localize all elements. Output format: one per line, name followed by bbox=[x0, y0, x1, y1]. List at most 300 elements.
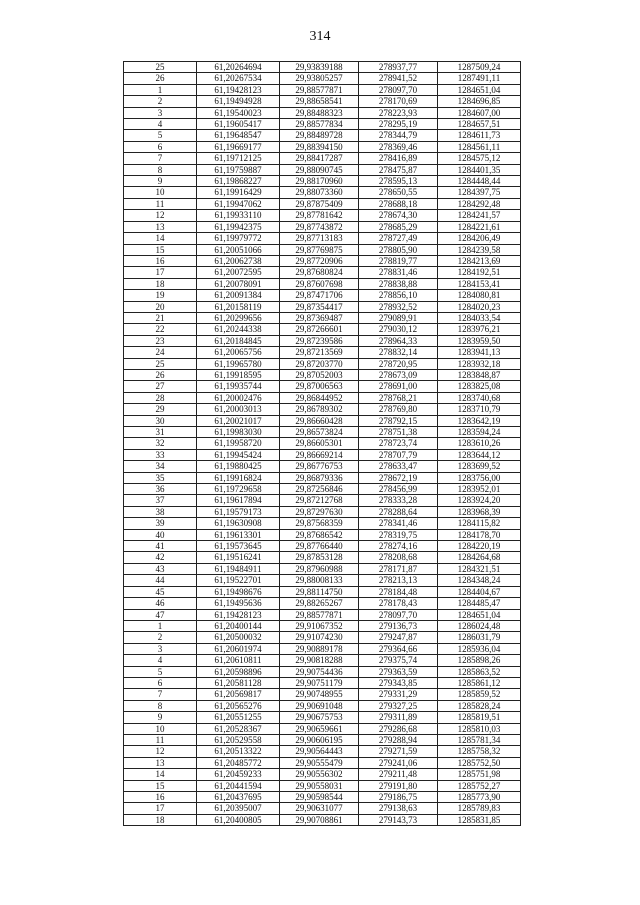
point-number-cell: 16 bbox=[124, 792, 197, 803]
longitude-cell: 29,87212768 bbox=[280, 495, 359, 506]
table-row bbox=[124, 187, 521, 198]
point-number-cell: 27 bbox=[124, 381, 197, 392]
y-coordinate-cell: 1285859,52 bbox=[438, 689, 521, 700]
point-number-cell: 12 bbox=[124, 210, 197, 221]
latitude-cell: 61,20551255 bbox=[197, 712, 280, 723]
table-row bbox=[124, 723, 521, 734]
longitude-cell: 29,87853128 bbox=[280, 552, 359, 563]
latitude-cell: 61,19759887 bbox=[197, 164, 280, 175]
point-number-cell: 9 bbox=[124, 176, 197, 187]
table-row bbox=[124, 677, 521, 688]
x-coordinate-cell: 278223,93 bbox=[359, 107, 438, 118]
table-row bbox=[124, 438, 521, 449]
x-coordinate-cell: 279143,73 bbox=[359, 814, 438, 825]
y-coordinate-cell: 1283968,39 bbox=[438, 506, 521, 517]
latitude-cell: 61,20441594 bbox=[197, 780, 280, 791]
table-row bbox=[124, 609, 521, 620]
x-coordinate-cell: 278344,79 bbox=[359, 130, 438, 141]
latitude-cell: 61,20244338 bbox=[197, 324, 280, 335]
point-number-cell: 42 bbox=[124, 552, 197, 563]
x-coordinate-cell: 278792,15 bbox=[359, 415, 438, 426]
y-coordinate-cell: 1284292,48 bbox=[438, 198, 521, 209]
latitude-cell: 61,20091384 bbox=[197, 290, 280, 301]
point-number-cell: 2 bbox=[124, 96, 197, 107]
longitude-cell: 29,88114750 bbox=[280, 586, 359, 597]
longitude-cell: 29,87960988 bbox=[280, 563, 359, 574]
x-coordinate-cell: 278720,95 bbox=[359, 358, 438, 369]
longitude-cell: 29,93839188 bbox=[280, 62, 359, 73]
y-coordinate-cell: 1284264,68 bbox=[438, 552, 521, 563]
latitude-cell: 61,20065756 bbox=[197, 347, 280, 358]
point-number-cell: 8 bbox=[124, 700, 197, 711]
latitude-cell: 61,20264694 bbox=[197, 62, 280, 73]
y-coordinate-cell: 1284080,81 bbox=[438, 290, 521, 301]
latitude-cell: 61,20400805 bbox=[197, 814, 280, 825]
longitude-cell: 29,90558031 bbox=[280, 780, 359, 791]
point-number-cell: 7 bbox=[124, 689, 197, 700]
point-number-cell: 37 bbox=[124, 495, 197, 506]
x-coordinate-cell: 278178,43 bbox=[359, 598, 438, 609]
point-number-cell: 28 bbox=[124, 392, 197, 403]
longitude-cell: 29,87354417 bbox=[280, 301, 359, 312]
point-number-cell: 21 bbox=[124, 312, 197, 323]
point-number-cell: 5 bbox=[124, 130, 197, 141]
latitude-cell: 61,19522701 bbox=[197, 575, 280, 586]
longitude-cell: 29,90818288 bbox=[280, 655, 359, 666]
point-number-cell: 24 bbox=[124, 347, 197, 358]
y-coordinate-cell: 1285863,52 bbox=[438, 666, 521, 677]
table-row bbox=[124, 769, 521, 780]
latitude-cell: 61,19613301 bbox=[197, 529, 280, 540]
x-coordinate-cell: 278751,38 bbox=[359, 427, 438, 438]
longitude-cell: 29,87369487 bbox=[280, 312, 359, 323]
x-coordinate-cell: 279286,68 bbox=[359, 723, 438, 734]
point-number-cell: 15 bbox=[124, 780, 197, 791]
point-number-cell: 23 bbox=[124, 335, 197, 346]
latitude-cell: 61,20610811 bbox=[197, 655, 280, 666]
y-coordinate-cell: 1283610,26 bbox=[438, 438, 521, 449]
y-coordinate-cell: 1285752,27 bbox=[438, 780, 521, 791]
x-coordinate-cell: 278932,52 bbox=[359, 301, 438, 312]
point-number-cell: 33 bbox=[124, 449, 197, 460]
x-coordinate-cell: 279241,06 bbox=[359, 757, 438, 768]
point-number-cell: 4 bbox=[124, 119, 197, 130]
latitude-cell: 61,20184845 bbox=[197, 335, 280, 346]
point-number-cell: 1 bbox=[124, 620, 197, 631]
x-coordinate-cell: 278673,09 bbox=[359, 369, 438, 380]
point-number-cell: 10 bbox=[124, 187, 197, 198]
latitude-cell: 61,20062738 bbox=[197, 255, 280, 266]
point-number-cell: 13 bbox=[124, 221, 197, 232]
longitude-cell: 29,87006563 bbox=[280, 381, 359, 392]
y-coordinate-cell: 1283756,00 bbox=[438, 472, 521, 483]
point-number-cell: 6 bbox=[124, 141, 197, 152]
longitude-cell: 29,87213569 bbox=[280, 347, 359, 358]
y-coordinate-cell: 1285781,34 bbox=[438, 734, 521, 745]
longitude-cell: 29,90748955 bbox=[280, 689, 359, 700]
table-row bbox=[124, 301, 521, 312]
table-row bbox=[124, 746, 521, 757]
point-number-cell: 12 bbox=[124, 746, 197, 757]
y-coordinate-cell: 1285751,98 bbox=[438, 769, 521, 780]
latitude-cell: 61,19428123 bbox=[197, 609, 280, 620]
y-coordinate-cell: 1285789,83 bbox=[438, 803, 521, 814]
longitude-cell: 29,88265267 bbox=[280, 598, 359, 609]
longitude-cell: 29,88008133 bbox=[280, 575, 359, 586]
y-coordinate-cell: 1284115,82 bbox=[438, 518, 521, 529]
table-row bbox=[124, 324, 521, 335]
x-coordinate-cell: 278685,29 bbox=[359, 221, 438, 232]
y-coordinate-cell: 1284348,24 bbox=[438, 575, 521, 586]
longitude-cell: 29,91074230 bbox=[280, 632, 359, 643]
latitude-cell: 61,20395007 bbox=[197, 803, 280, 814]
latitude-cell: 61,19958720 bbox=[197, 438, 280, 449]
table-row bbox=[124, 643, 521, 654]
table-row bbox=[124, 347, 521, 358]
x-coordinate-cell: 278838,88 bbox=[359, 278, 438, 289]
point-number-cell: 26 bbox=[124, 369, 197, 380]
point-number-cell: 17 bbox=[124, 803, 197, 814]
y-coordinate-cell: 1285831,85 bbox=[438, 814, 521, 825]
y-coordinate-cell: 1284401,35 bbox=[438, 164, 521, 175]
x-coordinate-cell: 278672,19 bbox=[359, 472, 438, 483]
y-coordinate-cell: 1284206,49 bbox=[438, 233, 521, 244]
longitude-cell: 29,88090745 bbox=[280, 164, 359, 175]
y-coordinate-cell: 1284651,04 bbox=[438, 609, 521, 620]
point-number-cell: 20 bbox=[124, 301, 197, 312]
x-coordinate-cell: 278769,80 bbox=[359, 404, 438, 415]
table-row bbox=[124, 119, 521, 130]
x-coordinate-cell: 279363,59 bbox=[359, 666, 438, 677]
point-number-cell: 35 bbox=[124, 472, 197, 483]
y-coordinate-cell: 1285810,03 bbox=[438, 723, 521, 734]
latitude-cell: 61,20437695 bbox=[197, 792, 280, 803]
point-number-cell: 40 bbox=[124, 529, 197, 540]
table-row bbox=[124, 586, 521, 597]
table-row bbox=[124, 427, 521, 438]
latitude-cell: 61,19617894 bbox=[197, 495, 280, 506]
y-coordinate-cell: 1283952,01 bbox=[438, 484, 521, 495]
longitude-cell: 29,87203770 bbox=[280, 358, 359, 369]
longitude-cell: 29,90631077 bbox=[280, 803, 359, 814]
table-row bbox=[124, 255, 521, 266]
x-coordinate-cell: 278333,28 bbox=[359, 495, 438, 506]
y-coordinate-cell: 1284153,41 bbox=[438, 278, 521, 289]
longitude-cell: 29,93805257 bbox=[280, 73, 359, 84]
longitude-cell: 29,87568359 bbox=[280, 518, 359, 529]
point-number-cell: 7 bbox=[124, 153, 197, 164]
y-coordinate-cell: 1286024,48 bbox=[438, 620, 521, 631]
y-coordinate-cell: 1284192,51 bbox=[438, 267, 521, 278]
point-number-cell: 8 bbox=[124, 164, 197, 175]
y-coordinate-cell: 1283594,24 bbox=[438, 427, 521, 438]
longitude-cell: 29,90556302 bbox=[280, 769, 359, 780]
table-row bbox=[124, 290, 521, 301]
y-coordinate-cell: 1284220,19 bbox=[438, 541, 521, 552]
latitude-cell: 61,19947062 bbox=[197, 198, 280, 209]
latitude-cell: 61,19516241 bbox=[197, 552, 280, 563]
table-row bbox=[124, 563, 521, 574]
y-coordinate-cell: 1285758,32 bbox=[438, 746, 521, 757]
point-number-cell: 38 bbox=[124, 506, 197, 517]
point-number-cell: 14 bbox=[124, 233, 197, 244]
latitude-cell: 61,19933110 bbox=[197, 210, 280, 221]
table-row bbox=[124, 221, 521, 232]
x-coordinate-cell: 278475,87 bbox=[359, 164, 438, 175]
y-coordinate-cell: 1284239,58 bbox=[438, 244, 521, 255]
point-number-cell: 32 bbox=[124, 438, 197, 449]
x-coordinate-cell: 278170,69 bbox=[359, 96, 438, 107]
y-coordinate-cell: 1284575,12 bbox=[438, 153, 521, 164]
x-coordinate-cell: 278369,46 bbox=[359, 141, 438, 152]
y-coordinate-cell: 1284651,04 bbox=[438, 84, 521, 95]
point-number-cell: 6 bbox=[124, 677, 197, 688]
point-number-cell: 11 bbox=[124, 198, 197, 209]
y-coordinate-cell: 1285752,50 bbox=[438, 757, 521, 768]
point-number-cell: 14 bbox=[124, 769, 197, 780]
table-row bbox=[124, 757, 521, 768]
latitude-cell: 61,19540023 bbox=[197, 107, 280, 118]
latitude-cell: 61,19979772 bbox=[197, 233, 280, 244]
longitude-cell: 29,88488323 bbox=[280, 107, 359, 118]
x-coordinate-cell: 278595,13 bbox=[359, 176, 438, 187]
latitude-cell: 61,19945424 bbox=[197, 449, 280, 460]
latitude-cell: 61,19965780 bbox=[197, 358, 280, 369]
table-row bbox=[124, 278, 521, 289]
y-coordinate-cell: 1284213,69 bbox=[438, 255, 521, 266]
point-number-cell: 17 bbox=[124, 267, 197, 278]
y-coordinate-cell: 1285861,12 bbox=[438, 677, 521, 688]
y-coordinate-cell: 1284397,75 bbox=[438, 187, 521, 198]
y-coordinate-cell: 1284033,54 bbox=[438, 312, 521, 323]
longitude-cell: 29,87720906 bbox=[280, 255, 359, 266]
x-coordinate-cell: 278295,19 bbox=[359, 119, 438, 130]
longitude-cell: 29,87052003 bbox=[280, 369, 359, 380]
table-row bbox=[124, 96, 521, 107]
x-coordinate-cell: 278964,33 bbox=[359, 335, 438, 346]
latitude-cell: 61,20569817 bbox=[197, 689, 280, 700]
point-number-cell: 36 bbox=[124, 484, 197, 495]
y-coordinate-cell: 1283932,18 bbox=[438, 358, 521, 369]
y-coordinate-cell: 1284657,51 bbox=[438, 119, 521, 130]
table-row bbox=[124, 700, 521, 711]
x-coordinate-cell: 278941,52 bbox=[359, 73, 438, 84]
longitude-cell: 29,87297630 bbox=[280, 506, 359, 517]
x-coordinate-cell: 278213,13 bbox=[359, 575, 438, 586]
x-coordinate-cell: 278341,46 bbox=[359, 518, 438, 529]
table-row bbox=[124, 176, 521, 187]
x-coordinate-cell: 279186,75 bbox=[359, 792, 438, 803]
latitude-cell: 61,20072595 bbox=[197, 267, 280, 278]
y-coordinate-cell: 1283740,68 bbox=[438, 392, 521, 403]
longitude-cell: 29,87713183 bbox=[280, 233, 359, 244]
y-coordinate-cell: 1284404,67 bbox=[438, 586, 521, 597]
longitude-cell: 29,88577834 bbox=[280, 119, 359, 130]
longitude-cell: 29,87680824 bbox=[280, 267, 359, 278]
x-coordinate-cell: 279288,94 bbox=[359, 734, 438, 745]
y-coordinate-cell: 1284221,61 bbox=[438, 221, 521, 232]
x-coordinate-cell: 278805,90 bbox=[359, 244, 438, 255]
x-coordinate-cell: 279191,80 bbox=[359, 780, 438, 791]
latitude-cell: 61,20051066 bbox=[197, 244, 280, 255]
latitude-cell: 61,20267534 bbox=[197, 73, 280, 84]
table-row bbox=[124, 518, 521, 529]
longitude-cell: 29,87781642 bbox=[280, 210, 359, 221]
x-coordinate-cell: 278937,77 bbox=[359, 62, 438, 73]
point-number-cell: 22 bbox=[124, 324, 197, 335]
x-coordinate-cell: 278633,47 bbox=[359, 461, 438, 472]
latitude-cell: 61,19484911 bbox=[197, 563, 280, 574]
page-number: 314 bbox=[309, 29, 331, 44]
longitude-cell: 29,88394150 bbox=[280, 141, 359, 152]
x-coordinate-cell: 278319,75 bbox=[359, 529, 438, 540]
longitude-cell: 29,87607698 bbox=[280, 278, 359, 289]
y-coordinate-cell: 1283959,50 bbox=[438, 335, 521, 346]
latitude-cell: 61,19942375 bbox=[197, 221, 280, 232]
longitude-cell: 29,90606195 bbox=[280, 734, 359, 745]
x-coordinate-cell: 279247,87 bbox=[359, 632, 438, 643]
x-coordinate-cell: 278768,21 bbox=[359, 392, 438, 403]
x-coordinate-cell: 279327,25 bbox=[359, 700, 438, 711]
latitude-cell: 61,19983030 bbox=[197, 427, 280, 438]
x-coordinate-cell: 279364,66 bbox=[359, 643, 438, 654]
latitude-cell: 61,19494928 bbox=[197, 96, 280, 107]
x-coordinate-cell: 278097,70 bbox=[359, 609, 438, 620]
longitude-cell: 29,87766440 bbox=[280, 541, 359, 552]
table-row bbox=[124, 244, 521, 255]
point-number-cell: 25 bbox=[124, 358, 197, 369]
latitude-cell: 61,19630908 bbox=[197, 518, 280, 529]
y-coordinate-cell: 1283848,87 bbox=[438, 369, 521, 380]
table-row bbox=[124, 484, 521, 495]
table-row bbox=[124, 107, 521, 118]
table-row bbox=[124, 198, 521, 209]
table-row bbox=[124, 734, 521, 745]
table-row bbox=[124, 712, 521, 723]
x-coordinate-cell: 279343,85 bbox=[359, 677, 438, 688]
y-coordinate-cell: 1284485,47 bbox=[438, 598, 521, 609]
point-number-cell: 29 bbox=[124, 404, 197, 415]
x-coordinate-cell: 278171,87 bbox=[359, 563, 438, 574]
longitude-cell: 29,86605301 bbox=[280, 438, 359, 449]
x-coordinate-cell: 278416,89 bbox=[359, 153, 438, 164]
longitude-cell: 29,88170960 bbox=[280, 176, 359, 187]
point-number-cell: 4 bbox=[124, 655, 197, 666]
table-row bbox=[124, 792, 521, 803]
longitude-cell: 29,90751179 bbox=[280, 677, 359, 688]
point-number-cell: 47 bbox=[124, 609, 197, 620]
latitude-cell: 61,20003013 bbox=[197, 404, 280, 415]
longitude-cell: 29,88658541 bbox=[280, 96, 359, 107]
point-number-cell: 18 bbox=[124, 814, 197, 825]
x-coordinate-cell: 278831,46 bbox=[359, 267, 438, 278]
x-coordinate-cell: 279311,89 bbox=[359, 712, 438, 723]
table-row bbox=[124, 164, 521, 175]
table-row bbox=[124, 449, 521, 460]
y-coordinate-cell: 1285773,90 bbox=[438, 792, 521, 803]
point-number-cell: 2 bbox=[124, 632, 197, 643]
y-coordinate-cell: 1283710,79 bbox=[438, 404, 521, 415]
table-row bbox=[124, 506, 521, 517]
longitude-cell: 29,90691048 bbox=[280, 700, 359, 711]
latitude-cell: 61,20459233 bbox=[197, 769, 280, 780]
x-coordinate-cell: 278184,48 bbox=[359, 586, 438, 597]
y-coordinate-cell: 1284241,57 bbox=[438, 210, 521, 221]
point-number-cell: 45 bbox=[124, 586, 197, 597]
y-coordinate-cell: 1284178,70 bbox=[438, 529, 521, 540]
table-row bbox=[124, 267, 521, 278]
longitude-cell: 29,87743872 bbox=[280, 221, 359, 232]
table-row bbox=[124, 655, 521, 666]
y-coordinate-cell: 1283642,19 bbox=[438, 415, 521, 426]
table-row bbox=[124, 415, 521, 426]
table-row bbox=[124, 73, 521, 84]
longitude-cell: 29,87256846 bbox=[280, 484, 359, 495]
y-coordinate-cell: 1285898,26 bbox=[438, 655, 521, 666]
y-coordinate-cell: 1284448,44 bbox=[438, 176, 521, 187]
point-number-cell: 30 bbox=[124, 415, 197, 426]
table-row bbox=[124, 689, 521, 700]
point-number-cell: 11 bbox=[124, 734, 197, 745]
longitude-cell: 29,90659661 bbox=[280, 723, 359, 734]
latitude-cell: 61,19916824 bbox=[197, 472, 280, 483]
table-row bbox=[124, 84, 521, 95]
latitude-cell: 61,19918595 bbox=[197, 369, 280, 380]
x-coordinate-cell: 279331,29 bbox=[359, 689, 438, 700]
y-coordinate-cell: 1284020,23 bbox=[438, 301, 521, 312]
table-row bbox=[124, 153, 521, 164]
latitude-cell: 61,19868227 bbox=[197, 176, 280, 187]
latitude-cell: 61,19935744 bbox=[197, 381, 280, 392]
latitude-cell: 61,19579173 bbox=[197, 506, 280, 517]
point-number-cell: 18 bbox=[124, 278, 197, 289]
longitude-cell: 29,91067352 bbox=[280, 620, 359, 631]
y-coordinate-cell: 1284607,00 bbox=[438, 107, 521, 118]
y-coordinate-cell: 1285819,51 bbox=[438, 712, 521, 723]
latitude-cell: 61,19712125 bbox=[197, 153, 280, 164]
y-coordinate-cell: 1283924,20 bbox=[438, 495, 521, 506]
latitude-cell: 61,19498676 bbox=[197, 586, 280, 597]
longitude-cell: 29,90675753 bbox=[280, 712, 359, 723]
table-row bbox=[124, 472, 521, 483]
x-coordinate-cell: 278650,55 bbox=[359, 187, 438, 198]
longitude-cell: 29,90564443 bbox=[280, 746, 359, 757]
y-coordinate-cell: 1284696,85 bbox=[438, 96, 521, 107]
x-coordinate-cell: 278856,10 bbox=[359, 290, 438, 301]
longitude-cell: 29,90708861 bbox=[280, 814, 359, 825]
y-coordinate-cell: 1285828,24 bbox=[438, 700, 521, 711]
table-row bbox=[124, 803, 521, 814]
x-coordinate-cell: 278288,64 bbox=[359, 506, 438, 517]
latitude-cell: 61,20581128 bbox=[197, 677, 280, 688]
y-coordinate-cell: 1287491,11 bbox=[438, 73, 521, 84]
y-coordinate-cell: 1284611,73 bbox=[438, 130, 521, 141]
x-coordinate-cell: 279136,73 bbox=[359, 620, 438, 631]
table-row bbox=[124, 666, 521, 677]
x-coordinate-cell: 278707,79 bbox=[359, 449, 438, 460]
x-coordinate-cell: 279089,91 bbox=[359, 312, 438, 323]
longitude-cell: 29,87266601 bbox=[280, 324, 359, 335]
table-row bbox=[124, 620, 521, 631]
table-row bbox=[124, 552, 521, 563]
table-row bbox=[124, 461, 521, 472]
x-coordinate-cell: 278208,68 bbox=[359, 552, 438, 563]
latitude-cell: 61,20400144 bbox=[197, 620, 280, 631]
table-row bbox=[124, 780, 521, 791]
point-number-cell: 15 bbox=[124, 244, 197, 255]
x-coordinate-cell: 279138,63 bbox=[359, 803, 438, 814]
x-coordinate-cell: 278691,00 bbox=[359, 381, 438, 392]
